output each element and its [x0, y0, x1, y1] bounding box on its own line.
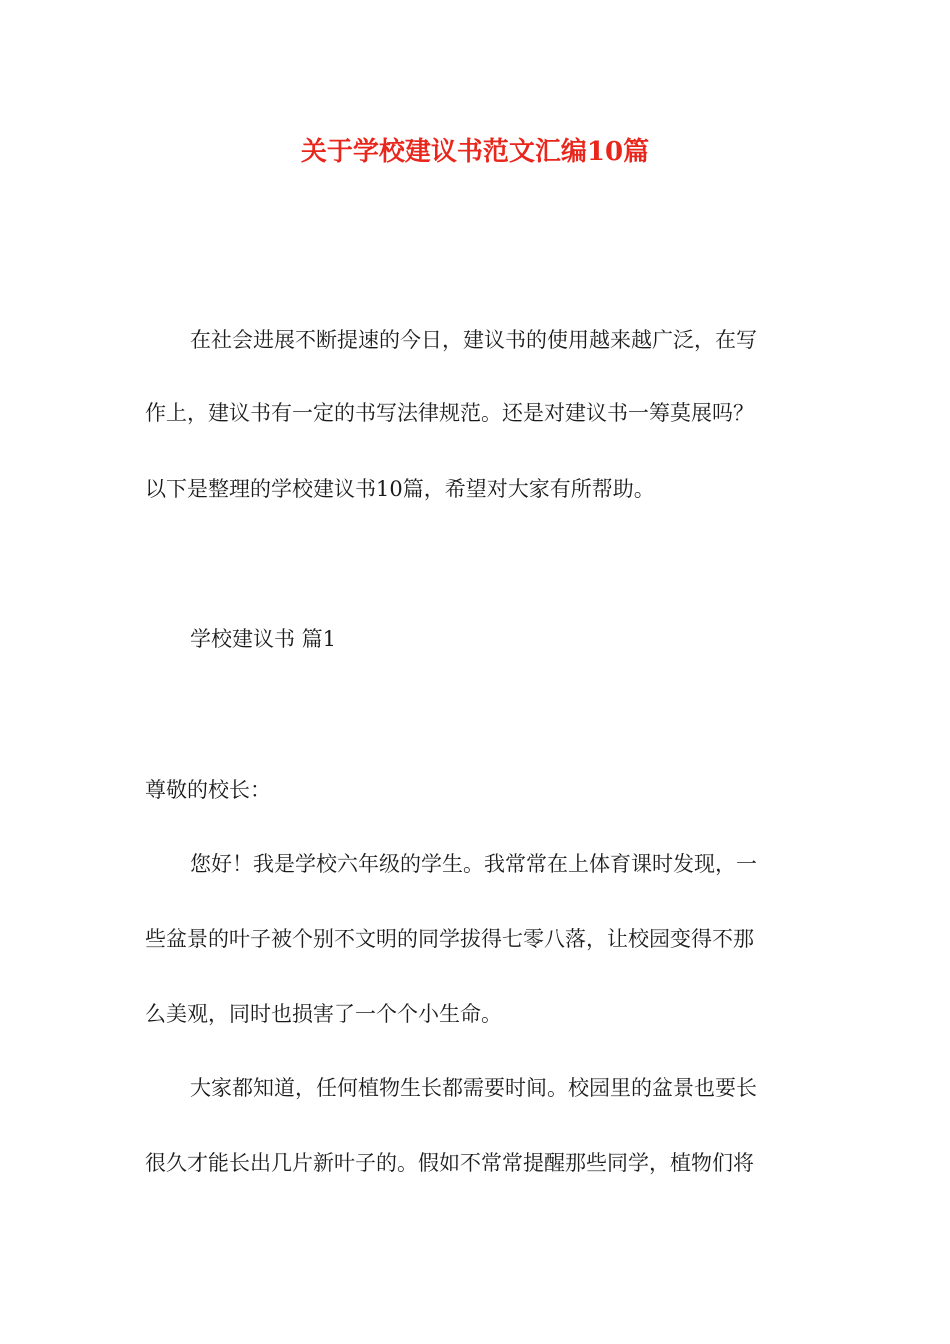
intro-line: 作上，建议书有一定的书写法律规范。还是对建议书一筹莫展吗？ [145, 401, 754, 425]
paragraph-line: 您好！我是学校六年级的学生。我常常在上体育课时发现，一 [190, 852, 757, 876]
intro-line: 以下是整理的学校建议书10篇，希望对大家有所帮助。 [145, 477, 655, 501]
salutation: 尊敬的校长： [145, 778, 271, 802]
document-title: 关于学校建议书范文汇编10篇 [300, 137, 650, 167]
paragraph-line: 么美观，同时也损害了一个个小生命。 [145, 1002, 502, 1026]
intro-line: 在社会进展不断提速的今日，建议书的使用越来越广泛，在写 [190, 328, 757, 352]
section-heading: 学校建议书 篇1 [190, 627, 337, 651]
paragraph-line: 很久才能长出几片新叶子的。假如不常常提醒那些同学，植物们将 [145, 1151, 754, 1175]
paragraph-line: 些盆景的叶子被个别不文明的同学拔得七零八落，让校园变得不那 [145, 927, 754, 951]
paragraph-line: 大家都知道，任何植物生长都需要时间。校园里的盆景也要长 [190, 1076, 757, 1100]
